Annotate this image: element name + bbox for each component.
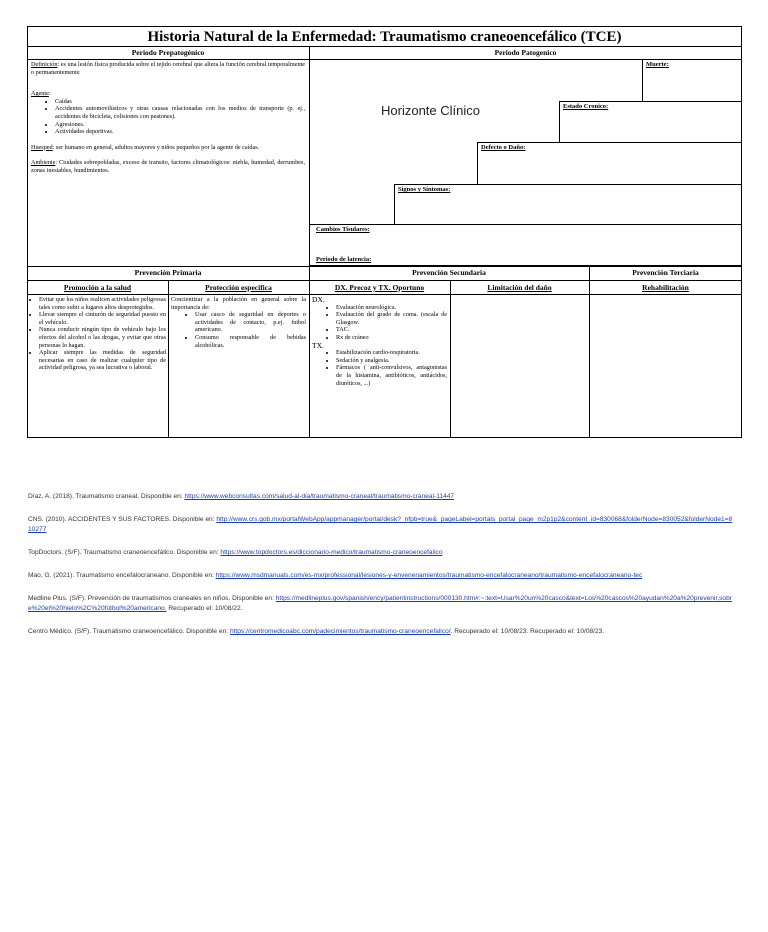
- references: [28, 492, 733, 650]
- reference-link[interactable]: https://www.topdoctors.es/diccionario-medico/traumatismo-craneoencefalico: [220, 549, 443, 556]
- reference-link[interactable]: https://www.msdmanuals.com/es-mx/professional/lesiones-y-envenenamientos/traumatismo-encefalocraneano/traumatismo-encefalocraneano-tec: [215, 572, 643, 579]
- tx-item: • Fármacos ( anti-convulsivos, antagonistas de la histamina, antibióticos, antiácidos, diuréticos, ...): [336, 364, 447, 387]
- reference-item: [28, 548, 733, 558]
- tx-item: • Estabilización cardio-respiratoria.: [336, 349, 447, 357]
- cambios-box: [309, 224, 742, 266]
- reference-text: CNS. (2010). ACCIDENTES Y SUS FACTORES. Disponible en:: [28, 516, 217, 523]
- huesped: [31, 144, 305, 152]
- definicion-text: : es una lesión física producida sobre el tejido cerebral que altera la función cerebral temporalmente o permanentemente: [31, 61, 305, 76]
- prevencion-secundaria-header: Prevención Secundaria: [412, 268, 486, 277]
- promocion-item: • Aplicar siempre las medidas de seguridad necesarias en caso de realizar cualquier tipo de actividad peligrosa, ya sea lucrativa o laboral.: [39, 349, 166, 372]
- reference-item: [28, 571, 733, 581]
- dx-item: • TAC.: [336, 326, 447, 334]
- huesped-label: Huesped: [31, 143, 53, 151]
- agente-item: • Agresiones.: [55, 121, 305, 129]
- dx-tx-header: DX. Precoz y TX. Oportuno: [334, 283, 425, 292]
- divider: [27, 294, 742, 295]
- reference-suffix: . Recuperado el: 10/08/23. Recuperado el: 10/08/23.: [450, 628, 605, 635]
- huesped-text: : ser humano en general, adultos mayores y niños pequeños por la agente de caídas.: [52, 143, 260, 151]
- dx-label: DX.: [312, 295, 325, 304]
- patogenico-header: Periodo Patogenico: [494, 48, 557, 57]
- reference-link[interactable]: https://medlineplus.gov/spanish/ency/patientinstructions/000130.htm#:~:text=Usar%20un%20casco&text=Los%20cascos%20ayudan%20a%20prevenir,sobre%20el%20hielo%2C%20fútbol%20americano.: [28, 595, 732, 612]
- reference-text: Medline Plus. (S/F). Prevención de traumatismos craneales en niños. Disponible en:: [28, 595, 276, 602]
- definicion: [31, 61, 305, 76]
- reference-link[interactable]: http://www.crs.gob.mx/portalWebApp/appmanager/portal/desk?_nfpb=true&_pageLabel=portals_portal_page_m2p1p2&content_id=830068&folderNode=830052&folderNode1=810277: [28, 516, 733, 533]
- signos-label: Signos y Síntomas:: [398, 186, 451, 193]
- ambiente-label: Ambiente: [31, 159, 56, 167]
- horizonte-clinico: Horizonte Clínico: [381, 103, 480, 118]
- ambiente-text: : Ciudades sobrepobladas, exceso de transito, factores climatológicos: niebla, humedad, derrumbes, zonas inestables, hundimientos.: [31, 159, 305, 174]
- promocion-item: • Nunca conducir ningún tipo de vehículo bajo los efectos del alcohol o las drogas, y evitar que otras personas lo hagan.: [39, 326, 166, 349]
- reference-text: TopDoctors. (S/F). Traumatismo craneoencefálico. Disponible en:: [28, 549, 221, 556]
- reference-text: Díaz, A. (2018). Traumatismo craneal. Disponible en:: [28, 493, 185, 500]
- dx-item: • Rx de cráneo: [336, 334, 447, 342]
- agente-section: Agente: • Caídas • Accidentes automovilísticos y otras causas relacionadas con los medios de transporte (p. ej., accidentes de bicicleta, colisiones con peatones). • Agresiones. • Actividades deportivas.: [31, 90, 305, 136]
- promocion-item: • Evitar que los niños realicen actividades peligrosas tales como subir a lugares altos desprotegidos.: [39, 296, 166, 311]
- reference-link[interactable]: https://centromedicoabc.com/padecimientos/traumatismo-craneoencefalico/: [229, 628, 451, 635]
- dx-tx-content: [312, 296, 447, 387]
- agente-label: Agente: [31, 90, 49, 98]
- reference-item: [28, 492, 733, 502]
- document-title: Historia Natural de la Enfermedad: Traumatismo craneoencefálico (TCE): [147, 29, 622, 45]
- estado-cronico-label: Estado Cronico:: [563, 103, 609, 110]
- divider: [309, 266, 310, 438]
- reference-item: [28, 515, 733, 535]
- prepatogenico-content: [31, 61, 305, 175]
- reference-text: Mao, G. (2021). Traumatismo encefalocraneano. Disponible en:: [28, 572, 216, 579]
- proteccion-intro: Concientizar a la población en general sobre la importancia de:: [171, 296, 306, 311]
- reference-text: Centro Médico. (S/F). Traumatismo craneoencefálico. Disponible en:: [28, 628, 230, 635]
- muerte-label: Muerte:: [646, 61, 669, 68]
- proteccion-content: [171, 296, 306, 349]
- ambiente: [31, 159, 305, 174]
- defecto-label: Defecto o Daño:: [481, 144, 526, 151]
- cambios-label: Cambios Tisulares:: [316, 226, 370, 233]
- dx-item: • Evaluación del grado de coma. (escala de Glasgow.: [336, 311, 447, 326]
- proteccion-item: • Consumo responsable de bebidas alcohólicas.: [195, 334, 306, 349]
- prevencion-terciaria-header: Prevención Terciaria: [632, 268, 699, 277]
- divider: [450, 280, 451, 438]
- reference-suffix: Recuperado el: 10/08/22.: [166, 605, 243, 612]
- divider: [27, 59, 742, 60]
- prevencion-primaria-header: Prevención Primaria: [134, 268, 202, 277]
- promocion-content: [29, 296, 166, 372]
- agente-item: • Actividades deportivas.: [55, 128, 305, 136]
- limitacion-header: Limitación del daño: [487, 283, 552, 292]
- definicion-label: Definición: [31, 61, 58, 68]
- reference-link[interactable]: https://www.webconsultas.com/salud-al-dia/traumatismo-craneal/traumatismo-craneal-11447: [184, 493, 455, 500]
- agente-item: • Caídas: [55, 98, 305, 106]
- divider: [589, 266, 590, 438]
- prepatogenico-header: Periodo Prepatogénico: [131, 48, 205, 57]
- divider: [27, 280, 742, 281]
- promocion-item: • Llevar siempre el cinturón de seguridad puesto en el vehículo.: [39, 311, 166, 326]
- reference-item: [28, 594, 733, 614]
- rehabilitacion-header: Rehabilitación: [642, 283, 689, 292]
- dx-item: • Evaluación neurológica.: [336, 304, 447, 312]
- latencia-label: Periodo de latencia:: [316, 256, 372, 263]
- promocion-header: Promoción a la salud: [63, 283, 132, 292]
- reference-item: [28, 627, 733, 637]
- divider: [168, 280, 169, 438]
- tx-item: • Sedación y analgesia.: [336, 357, 447, 365]
- proteccion-header: Protección especifica: [205, 283, 272, 292]
- proteccion-item: • Usar casco de seguridad en deportes o actividades de contacto, p.ej. futbol americano.: [195, 311, 306, 334]
- tx-label: TX.: [312, 340, 324, 350]
- agente-item: • Accidentes automovilísticos y otras causas relacionadas con los medios de transporte (p. ej., accidentes de bicicleta, colisiones con peatones).: [55, 105, 305, 120]
